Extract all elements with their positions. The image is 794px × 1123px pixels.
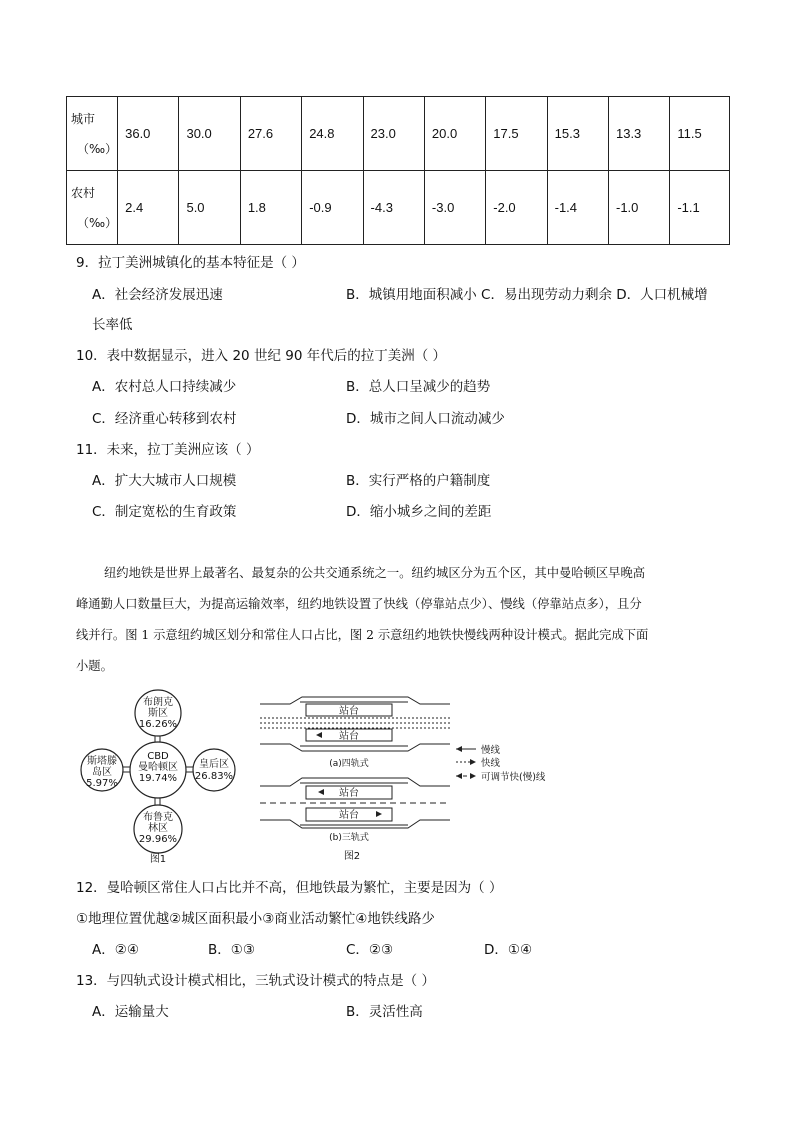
track-a-outer-bottom (260, 744, 450, 751)
north-label-1: 布朗克 (143, 697, 173, 708)
table-cell: 15.3 (547, 97, 608, 171)
table-cell: 27.6 (240, 97, 301, 171)
legend-slow-line: 慢线 (481, 745, 501, 756)
slow-line-arrow-icon (456, 746, 462, 752)
table-cell: -1.4 (547, 171, 608, 245)
center-label-2: 曼哈顿区 (138, 762, 178, 773)
table-cell: -1.0 (608, 171, 669, 245)
north-percent: 16.26% (138, 719, 178, 730)
table-cell: -1.1 (670, 171, 730, 245)
row-label: 农村 (71, 185, 96, 200)
west-percent: 5.97% (86, 778, 118, 789)
center-percent: 19.74% (138, 773, 178, 784)
question-13-option-b[interactable]: B．灵活性高 (346, 1004, 423, 1020)
south-label-2: 林区 (148, 823, 168, 834)
question-9-stem: 9．拉丁美洲城镇化的基本特征是（ ） (76, 255, 305, 271)
figure-2a-caption: (a)四轨式 (329, 759, 369, 769)
passage-line: 峰通勤人口数量巨大，为提高运输效率，纽约地铁设置了快线（停靠站点少）、慢线（停靠站点多），且分 (76, 597, 642, 611)
table-cell: 23.0 (363, 97, 424, 171)
question-9-options-bcd[interactable]: B．城镇用地面积减小 C．易出现劳动力剩余 D．人口机械增 (346, 287, 708, 303)
question-12-option-a[interactable]: A．②④ (92, 942, 139, 958)
question-10-option-a[interactable]: A．农村总人口持续减少 (92, 379, 237, 395)
west-label-2: 岛区 (92, 767, 112, 778)
table-cell: 1.8 (240, 171, 301, 245)
platform-label: 站台 (339, 731, 359, 742)
table-cell: -4.3 (363, 171, 424, 245)
row-label: 城市 (71, 111, 96, 126)
row-header (67, 97, 118, 171)
question-11-option-b[interactable]: B．实行严格的户籍制度 (346, 473, 491, 489)
question-10-stem: 10．表中数据显示，进入 20 世纪 90 年代后的拉丁美洲（ ） (76, 348, 446, 364)
district-circle-east (193, 749, 235, 791)
east-label: 皇后区 (199, 759, 229, 770)
question-12-option-d[interactable]: D．①④ (484, 942, 533, 958)
table-cell: 5.0 (179, 171, 240, 245)
passage-line: 小题。 (76, 659, 113, 673)
center-label-1: CBD (147, 751, 169, 762)
figure-1-caption: 图1 (149, 854, 167, 865)
reading-passage (76, 558, 726, 682)
fast-line-arrow-icon (470, 759, 476, 765)
question-10-option-c[interactable]: C．经济重心转移到农村 (92, 411, 237, 427)
question-9-continuation: 长率低 (92, 317, 133, 333)
table-row (67, 171, 730, 245)
question-12-option-c[interactable]: C．②③ (346, 942, 394, 958)
table-cell: 30.0 (179, 97, 240, 171)
question-11-stem: 11．未来，拉丁美洲应该（ ） (76, 442, 260, 458)
passage-line: 线并行。图 1 示意纽约城区划分和常住人口占比，图 2 示意纽约地铁快慢线两种设计模式。据此完成下面 (76, 628, 649, 642)
platform-label: 站台 (339, 788, 359, 799)
adjustable-right-arrow-icon (470, 773, 476, 779)
question-12-statements: ①地理位置优越②城区面积最小③商业活动繁忙④地铁线路少 (76, 911, 435, 927)
table-cell: -2.0 (486, 171, 547, 245)
question-10-option-b[interactable]: B．总人口呈减少的趋势 (346, 379, 491, 395)
north-label-2: 斯区 (148, 708, 168, 719)
track-a-outer-top (260, 697, 450, 704)
row-header (67, 171, 118, 245)
platform-label: 站台 (339, 706, 359, 717)
figure-1-district-diagram (78, 686, 254, 866)
figure-2-caption: 图2 (343, 851, 361, 862)
table-cell: -0.9 (302, 171, 363, 245)
platform-label: 站台 (339, 810, 359, 821)
table-cell: 20.0 (424, 97, 485, 171)
question-13-stem: 13．与四轨式设计模式相比，三轨式设计模式的特点是（ ） (76, 973, 435, 989)
table-cell: 36.0 (118, 97, 179, 171)
figure-2-track-diagram (256, 694, 556, 866)
passage-line: 纽约地铁是世界上最著名、最复杂的公共交通系统之一。纽约城区分为五个区，其中曼哈顿区早晚高 (104, 566, 646, 580)
table-row (67, 97, 730, 171)
question-11-option-d[interactable]: D．缩小城乡之间的差距 (346, 504, 492, 520)
question-12-stem: 12．曼哈顿区常住人口占比并不高，但地铁最为繁忙，主要是因为（ ） (76, 880, 503, 896)
figure-2b-caption: (b)三轨式 (329, 833, 369, 843)
south-percent: 29.96% (138, 834, 178, 845)
question-13-option-a[interactable]: A．运输量大 (92, 1004, 169, 1020)
table-cell: -3.0 (424, 171, 485, 245)
adjustable-left-arrow-icon (456, 773, 462, 779)
table-cell: 13.3 (608, 97, 669, 171)
question-11-option-a[interactable]: A．扩大大城市人口规模 (92, 473, 237, 489)
question-9-option-a[interactable]: A．社会经济发展迅速 (92, 287, 223, 303)
south-label-1: 布鲁克 (143, 812, 173, 823)
west-label-1: 斯塔滕 (87, 756, 117, 767)
table-cell: 24.8 (302, 97, 363, 171)
legend-adjustable-line: 可调节快(慢)线 (481, 772, 546, 783)
legend-fast-line: 快线 (481, 758, 501, 769)
birth-rate-table (66, 96, 730, 245)
question-12-option-b[interactable]: B．①③ (208, 942, 255, 958)
table-cell: 11.5 (670, 97, 730, 171)
east-percent: 26.83% (194, 771, 234, 782)
question-10-option-d[interactable]: D．城市之间人口流动减少 (346, 411, 505, 427)
table-cell: 17.5 (486, 97, 547, 171)
question-11-option-c[interactable]: C．制定宽松的生育政策 (92, 504, 237, 520)
table-cell: 2.4 (118, 171, 179, 245)
row-unit: （‰） (77, 141, 118, 156)
track-b-outer-top (260, 778, 450, 786)
row-unit: （‰） (77, 215, 118, 230)
